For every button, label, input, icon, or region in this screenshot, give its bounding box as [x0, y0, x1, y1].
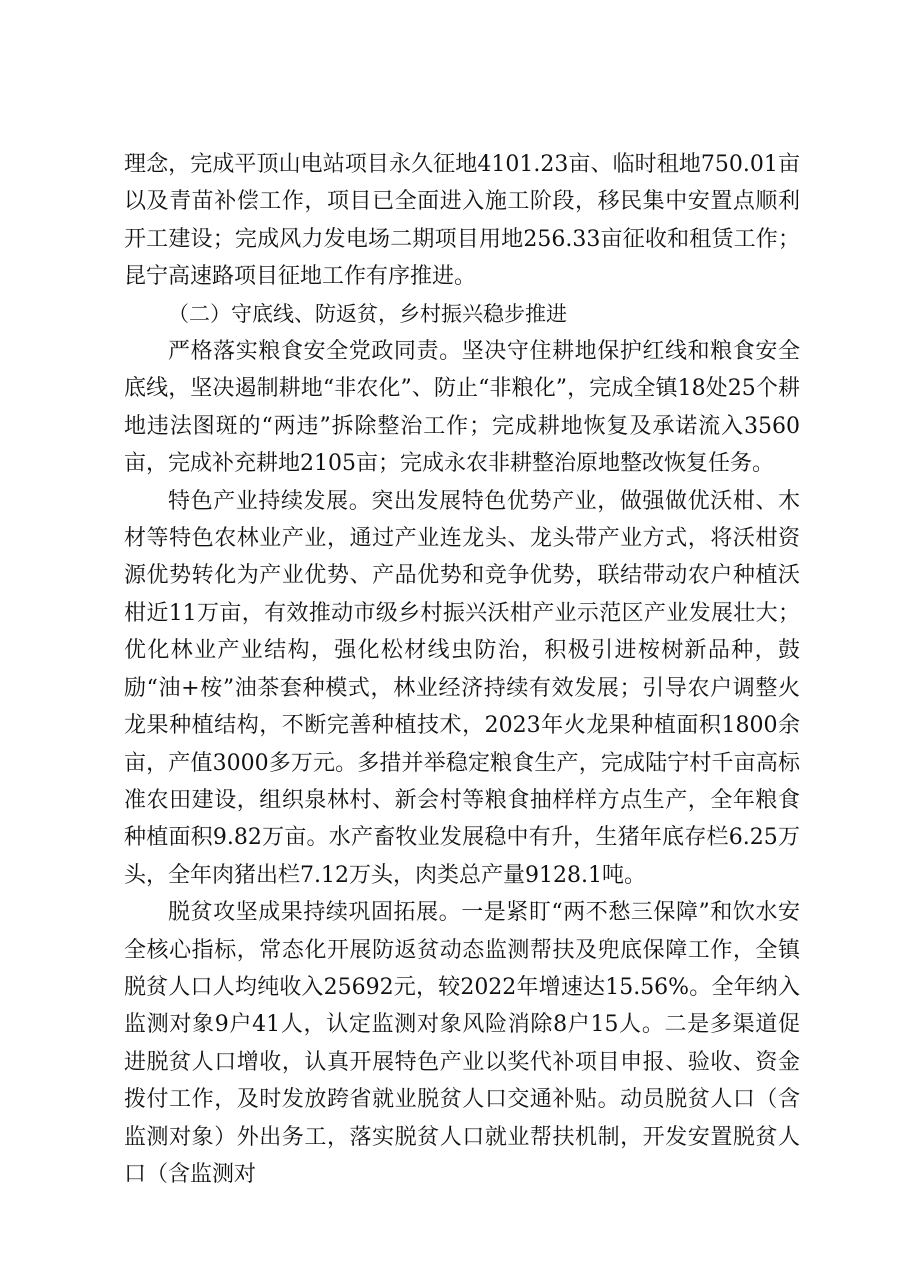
- paragraph-poverty: 脱贫攻坚成果持续巩固拓展。一是紧盯“两不愁三保障”和饮水安全核心指标，常态化开展防返贫动态监测帮扶及兜底保障工作，全镇脱贫人口人均纯收入25692元，较2022年增速达15.56%。全年纳入监测对象9户41人，认定监测对象风险消除8户15人。二是多渠道促进脱贫人口增收，认真开展特色产业以奖代补项目申报、验收、资金拨付工作，及时发放跨省就业脱贫人口交通补贴。动员脱贫人口（含监测对象）外出务工，落实脱贫人口就业帮扶机制，开发安置脱贫人口（含监测对: [124, 900, 800, 1187]
- paragraph-food-security: 严格落实粮食安全党政同责。坚决守住耕地保护红线和粮食安全底线，坚决遏制耕地“非农化”、防止“非粮化”，完成全镇18处25个耕地违法图斑的“两违”拆除整治工作；完成耕地恢复及承诺流入3560亩，完成补充耕地2105亩；完成永农非耕整治原地整改恢复任务。: [124, 339, 800, 477]
- paragraph-continuation: 理念，完成平顶山电站项目永久征地4101.23亩、临时租地750.01亩以及青苗补偿工作，项目已全面进入施工阶段，移民集中安置点顺利开工建设；完成风力发电场二期项目用地256.33亩征收和租赁工作；昆宁高速路项目征地工作有序推进。: [124, 152, 800, 290]
- document-body: [124, 146, 800, 1193]
- paragraph-industry: 特色产业持续发展。突出发展特色优势产业，做强做优沃柑、木材等特色农林业产业，通过产业连龙头、龙头带产业方式，将沃柑资源优势转化为产业优势、产品优势和竞争优势，联结带动农户种植沃柑近11万亩，有效推动市级乡村振兴沃柑产业示范区产业发展壮大；优化林业产业结构，强化松材线虫防治，积极引进桉树新品种，鼓励“油+桉”油茶套种模式，林业经济持续有效发展；引导农户调整火龙果种植结构，不断完善种植技术，2023年火龙果种植面积1800余亩，产值3000多万元。多措并举稳定粮食生产，完成陆宁村千亩高标准农田建设，组织泉林村、新会村等粮食抽样样方点生产，全年粮食种植面积9.82万亩。水产畜牧业发展稳中有升，生猪年底存栏6.25万头，全年肉猪出栏7.12万头，肉类总产量9128.1吨。: [124, 488, 800, 888]
- section-heading: （二）守底线、防返贫，乡村振兴稳步推进: [168, 301, 567, 326]
